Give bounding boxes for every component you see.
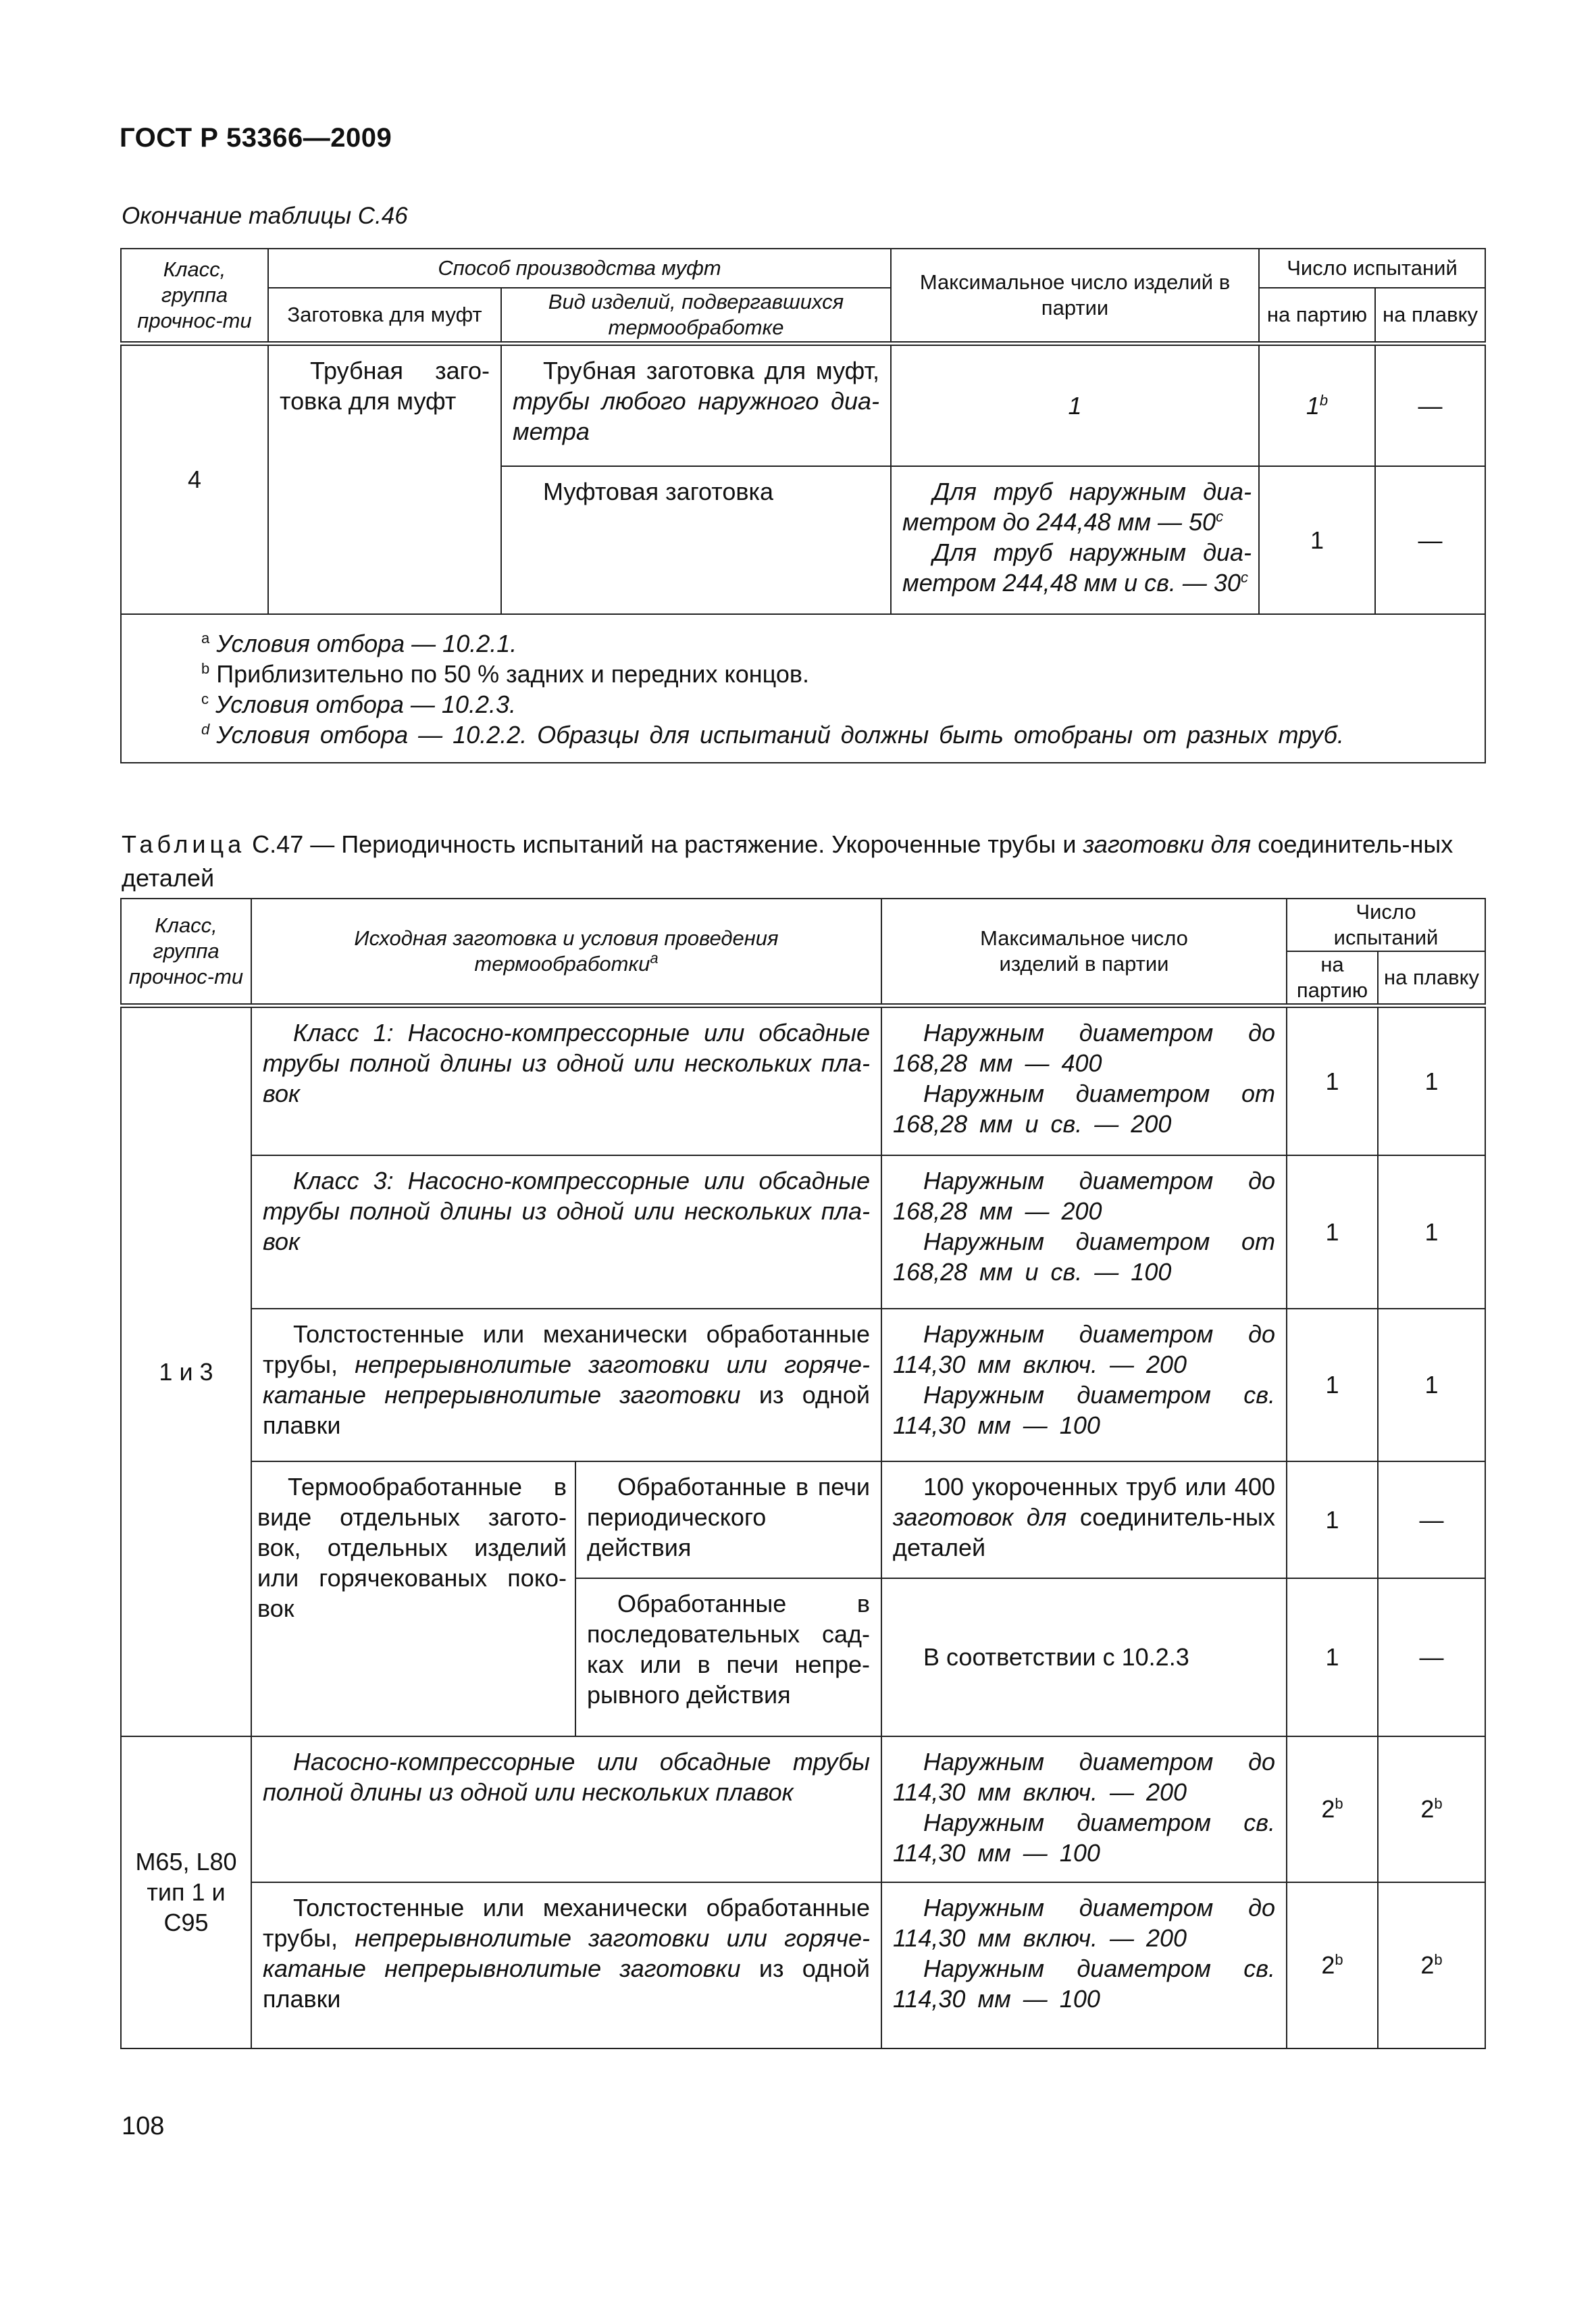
source-cell: Толстостенные или механически обработанные трубы, непрерывнолитые заготовки или горяче-катаные непрерывнолитые заготовки из одной плавки [251, 1882, 881, 2048]
header-blank: Заготовка для муфт [268, 288, 501, 343]
max-items-cell: Наружным диаметром до 168,28 мм — 200 Наружным диаметром от 168,28 мм и св. — 100 [881, 1155, 1287, 1309]
product-cell [501, 343, 891, 466]
footnote-mark: b [1335, 1951, 1343, 1968]
header-per-heat: на плавку [1378, 951, 1485, 1006]
footnote-mark: b [1434, 1795, 1443, 1812]
product-text-plain: Трубная заготовка для муфт, [543, 356, 880, 384]
footnote-mark: b [1335, 1795, 1343, 1812]
per-heat-cell: — [1378, 1461, 1485, 1578]
note-b: $^b$ Приблизительно по 50 % задних и передних концов. [201, 660, 809, 688]
caption-number: С.47 [252, 830, 304, 858]
header-per-lot: на партию [1259, 288, 1375, 343]
header-method: Способ производства муфт [268, 249, 891, 288]
note-a: $^a$ Условия отбора — 10.2.1. [201, 630, 517, 657]
caption-italic: заготовки для [1083, 830, 1252, 858]
per-lot-cell: 1 [1287, 1155, 1378, 1309]
header-tests: Число испытаний [1287, 899, 1485, 951]
header-class-group: Класс, группа прочнос-ти [121, 899, 251, 1006]
table-c47-caption [122, 828, 1486, 895]
source-cell: Насосно-компрессорные или обсадные трубы полной длины из одной или нескольких плавок [251, 1736, 881, 1882]
header-class-group: Класс, группа прочнос-ти [121, 249, 268, 343]
per-lot-cell [1259, 343, 1375, 466]
product-cell: Муфтовая заготовка [501, 466, 891, 614]
note-c: $^c$ Условия отбора — 10.2.3. [201, 690, 517, 718]
per-lot-cell: 1 [1287, 1578, 1378, 1736]
table-notes [121, 614, 1485, 763]
product-text-italic: трубы любого наружного диа-метра [513, 386, 880, 445]
header-max-items: Максимальное число изделий в партии [891, 249, 1259, 343]
per-heat-cell: — [1375, 343, 1485, 466]
header-max-items: Максимальное число изделий в партии [881, 899, 1287, 1006]
per-heat-cell: 1 [1378, 1309, 1485, 1461]
per-lot-cell: 1 [1287, 1309, 1378, 1461]
per-lot-cell: 1 [1287, 1461, 1378, 1578]
per-heat-cell: 2$^b$ [1378, 1882, 1485, 2048]
max-items-line [902, 537, 1252, 598]
max-items-cell: Наружным диаметром до 114,30 мм включ. — 200 Наружным диаметром св. 114,30 мм — 100 [881, 1309, 1287, 1461]
per-lot-cell: 1 [1259, 466, 1375, 614]
max-items-text: Для труб наружным диа-метром до 244,48 мм — 50 [902, 478, 1252, 536]
caption-text: — Периодичность испытаний на растяжение. Укороченные трубы и [310, 830, 1077, 858]
max-items-text: Для труб наружным диа-метром 244,48 мм и св. — 30 [902, 538, 1252, 597]
footnote-mark: c [1240, 569, 1248, 586]
table-c46 [120, 248, 1486, 763]
per-lot-cell: 2$^b$ [1287, 1736, 1378, 1882]
page-number: 108 [122, 2112, 165, 2140]
max-items-line [902, 476, 1252, 537]
table-c47 [120, 898, 1486, 2049]
document-code: ГОСТ Р 53366—2009 [120, 123, 392, 153]
furnace-cell: Обработанные в печи периодического действия [575, 1461, 881, 1578]
header-per-heat: на плавку [1375, 288, 1485, 343]
per-lot-footnote-mark: b [1319, 391, 1329, 409]
table-c46-continuation-caption: Окончание таблицы С.46 [122, 203, 408, 229]
footnote-mark: b [1434, 1951, 1443, 1968]
blank-value: Трубная заго-товка для муфт [268, 343, 501, 614]
furnace-cell: Обработанные в последовательных сад-ках или в печи непре-рывного действия [575, 1578, 881, 1736]
class-value: 1 и 3 [121, 1006, 251, 1736]
per-heat-cell: 1 [1378, 1006, 1485, 1155]
note-d: $^d$ Условия отбора — 10.2.2. Образцы для испытаний должны быть отобраны от разных труб. [201, 721, 1344, 749]
max-items-cell: Наружным диаметром до 114,30 мм включ. — 200 Наружным диаметром св. 114,30 мм — 100 [881, 1736, 1287, 1882]
per-heat-cell: 2$^b$ [1378, 1736, 1485, 1882]
header-source: Исходная заготовка и условия проведения термообработки$^a$ [251, 899, 881, 1006]
per-lot-cell: 1 [1287, 1006, 1378, 1155]
footnote-mark: a [650, 949, 659, 967]
per-lot-cell: 2$^b$ [1287, 1882, 1378, 2048]
source-cell: Класс 3: Насосно-компрессорные или обсадные трубы полной длины из одной или нескольких пла-вок [251, 1155, 881, 1309]
per-heat-cell: — [1375, 466, 1485, 614]
class-value: М65, L80 тип 1 и С95 [121, 1736, 251, 2048]
max-items-cell: 1 [891, 343, 1259, 466]
heat-treated-cell: Термообработанные в виде отдельных загото-вок, отдельных изделий или горячекованых поко-вок [251, 1461, 575, 1736]
per-heat-cell: 1 [1378, 1155, 1485, 1309]
max-items-cell: Наружным диаметром до 168,28 мм — 400 Наружным диаметром от 168,28 мм и св. — 200 [881, 1006, 1287, 1155]
max-items-cell: 100 укороченных труб или 400 заготовок для соединитель-ных деталей [881, 1461, 1287, 1578]
header-per-lot: на партию [1287, 951, 1378, 1006]
max-items-cell [891, 466, 1259, 614]
footnote-mark: c [1216, 508, 1224, 525]
per-heat-cell: — [1378, 1578, 1485, 1736]
header-product-type: Вид изделий, подвергавшихся термообработке [501, 288, 891, 343]
max-items-cell: Наружным диаметром до 114,30 мм включ. — 200 Наружным диаметром св. 114,30 мм — 100 [881, 1882, 1287, 2048]
class-value: 4 [121, 343, 268, 614]
header-tests: Число испытаний [1259, 249, 1485, 288]
source-cell: Толстостенные или механически обработанные трубы, непрерывнолитые заготовки или горяче-катаные непрерывнолитые заготовки из одной плавки [251, 1309, 881, 1461]
per-lot-value: 1 [1306, 391, 1320, 420]
caption-end: соединитель-ных деталей [122, 830, 1453, 892]
source-cell: Класс 1: Насосно-компрессорные или обсадные трубы полной длины из одной или нескольких пла-вок [251, 1006, 881, 1155]
max-items-cell: В соответствии с 10.2.3 [881, 1578, 1287, 1736]
caption-prefix: Таблица [122, 830, 246, 858]
